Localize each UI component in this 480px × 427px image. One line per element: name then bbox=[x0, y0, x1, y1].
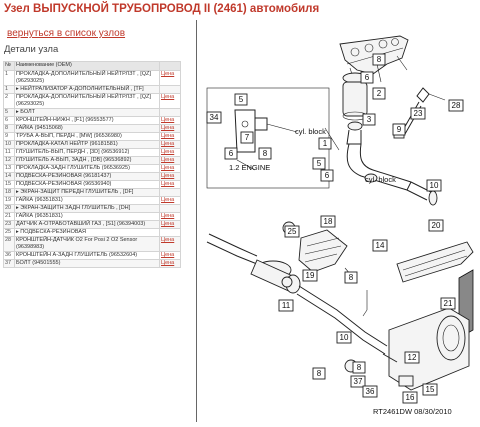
part-number-cell: 5 bbox=[4, 109, 15, 117]
price-link[interactable]: Цена bbox=[160, 125, 181, 133]
price-link[interactable]: Цена bbox=[160, 197, 181, 205]
callout-25-top: 25 bbox=[287, 227, 297, 237]
page-title: Узел ВЫПУСКНОЙ ТРУБОПРОВОД II (2461) автомобиля bbox=[4, 3, 320, 15]
callout-1: 1 bbox=[322, 139, 328, 149]
part-number-cell: 14 bbox=[4, 173, 15, 181]
table-row bbox=[4, 71, 181, 86]
part-number-cell: 37 bbox=[4, 260, 15, 268]
callout-8-mid: 8 bbox=[348, 273, 354, 283]
part-name-cell: КРОНШТЕЙН А-ЗАДН ГЛУШИТЕЛЬ (96532604) bbox=[15, 252, 160, 260]
price-link[interactable]: Цена bbox=[160, 141, 181, 149]
callout-18: 18 bbox=[323, 217, 333, 227]
price-link[interactable]: Цена bbox=[160, 260, 181, 268]
part-number-cell: 25 bbox=[4, 229, 15, 237]
table-row bbox=[4, 221, 181, 229]
callout-7: 7 bbox=[244, 133, 250, 143]
price-link[interactable]: Цена bbox=[160, 173, 181, 181]
callout-9: 9 bbox=[396, 125, 402, 135]
part-name-cell: ПРОКЛАДКА-ЗАДН ГЛУШИТЕЛЬ (96536925) bbox=[15, 165, 160, 173]
part-name-cell: ПОДВЕСКА-РЕЗИНОВАЯ (96536940) bbox=[15, 181, 160, 189]
callout-23: 23 bbox=[413, 109, 423, 119]
price-link[interactable]: Цена bbox=[160, 165, 181, 173]
part-number-cell: 12 bbox=[4, 157, 15, 165]
price-link[interactable]: Цена bbox=[160, 221, 181, 229]
price-link[interactable]: Цена bbox=[160, 133, 181, 141]
part-number-cell: 1 bbox=[4, 86, 15, 94]
engine-inset bbox=[207, 88, 329, 188]
callout-12: 12 bbox=[407, 353, 417, 363]
exhaust-diagram bbox=[196, 20, 475, 422]
part-number-cell: 20 bbox=[4, 205, 15, 213]
price-link[interactable]: Цена bbox=[160, 252, 181, 260]
col-name-header: Наименование (OEM) bbox=[15, 62, 160, 71]
callout-15: 15 bbox=[425, 385, 435, 395]
part-number-cell: 13 bbox=[4, 165, 15, 173]
rear-muffler bbox=[383, 308, 469, 390]
table-row bbox=[4, 237, 181, 252]
part-name-cell: ▸ ЭКРАН-ЗАЩИТ ПЕРЕДН ГЛУШИТЕЛЬ , [DF] bbox=[15, 189, 160, 197]
engine-variant-label: 1.2 ENGINE bbox=[229, 163, 271, 172]
callout-6: 6 bbox=[364, 73, 370, 83]
part-name-cell: ГАЙКА (96351831) bbox=[15, 213, 160, 221]
inset-cyl-block-label: cyl. block bbox=[295, 127, 326, 136]
callout-8-rear: 8 bbox=[316, 369, 322, 379]
callout-37: 37 bbox=[353, 377, 363, 387]
part-number-cell: 8 bbox=[4, 125, 15, 133]
part-name-cell: ГЛУШИТЕЛЬ А-ВЫП, ЗАДН , [DB] (96536892) bbox=[15, 157, 160, 165]
table-row bbox=[4, 157, 181, 165]
col-number-header: № bbox=[4, 62, 15, 71]
price-link bbox=[160, 109, 181, 117]
part-name-cell: ▸ БОЛТ bbox=[15, 109, 160, 117]
price-link[interactable]: Цена bbox=[160, 149, 181, 157]
callout-34: 34 bbox=[209, 113, 219, 123]
part-number-cell: 28 bbox=[4, 237, 15, 252]
catalytic-converter bbox=[343, 73, 367, 144]
price-link[interactable]: Цена bbox=[160, 213, 181, 221]
callout-21: 21 bbox=[443, 299, 453, 309]
price-link[interactable]: Цена bbox=[160, 117, 181, 125]
table-row bbox=[4, 260, 181, 268]
table-row bbox=[4, 165, 181, 173]
price-link[interactable]: Цена bbox=[160, 157, 181, 165]
part-name-cell: КРОНШТЕЙН-НИЖН , [F1] (96553577) bbox=[15, 117, 160, 125]
table-row bbox=[4, 213, 181, 221]
table-row bbox=[4, 109, 181, 117]
table-row bbox=[4, 205, 181, 213]
part-name-cell: ГАЙКА (96351831) bbox=[15, 197, 160, 205]
price-link bbox=[160, 205, 181, 213]
part-number-cell: 23 bbox=[4, 221, 15, 229]
front-muffler bbox=[207, 234, 387, 354]
part-number-cell: 1 bbox=[4, 71, 15, 86]
part-number-cell: 11 bbox=[4, 149, 15, 157]
callout-8-inset: 8 bbox=[262, 149, 268, 159]
part-name-cell: ПРОКЛАДКА-КАТАЛ НЕЙТР (96181581) bbox=[15, 141, 160, 149]
table-row bbox=[4, 197, 181, 205]
table-row bbox=[4, 117, 181, 125]
parts-heading: Детали узла bbox=[4, 44, 59, 55]
parts-table bbox=[3, 61, 181, 268]
part-number-cell: 36 bbox=[4, 252, 15, 260]
callout-8-hanger: 8 bbox=[356, 363, 362, 373]
callout-14: 14 bbox=[375, 241, 385, 251]
part-name-cell: ГЛУШИТЕЛЬ-ВЫП, ПЕРДН , [3D] (96536912) bbox=[15, 149, 160, 157]
table-row bbox=[4, 125, 181, 133]
table-row bbox=[4, 189, 181, 197]
part-number-cell: 10 bbox=[4, 141, 15, 149]
table-row bbox=[4, 141, 181, 149]
callout-6-inset: 6 bbox=[228, 149, 234, 159]
price-link bbox=[160, 229, 181, 237]
price-link bbox=[160, 189, 181, 197]
table-row bbox=[4, 86, 181, 94]
table-row bbox=[4, 173, 181, 181]
part-name-cell: ПРОКЛАДКА-ДОПОЛНИТЕЛЬНЫЙ НЕЙТРЛЗТ , [QZ] (96293025) bbox=[15, 71, 160, 86]
table-row bbox=[4, 252, 181, 260]
part-name-cell: ТРУБА А-ВЫП, ПЕРДН , [MW] (96536980) bbox=[15, 133, 160, 141]
table-row bbox=[4, 181, 181, 189]
callout-36: 36 bbox=[365, 387, 375, 397]
callout-11: 11 bbox=[281, 301, 291, 311]
table-header-row bbox=[4, 62, 181, 71]
part-name-cell: ПРОКЛАДКА-ДОПОЛНИТЕЛЬНЫЙ НЕЙТРЛЗТ , [QZ] (96293025) bbox=[15, 94, 160, 109]
price-link[interactable]: Цена bbox=[160, 237, 181, 252]
price-link[interactable]: Цена bbox=[160, 71, 181, 86]
callout-3: 3 bbox=[366, 115, 372, 125]
callout-6-main: 6 bbox=[324, 171, 330, 181]
callout-28: 28 bbox=[451, 101, 461, 111]
callout-10-rear: 10 bbox=[339, 333, 349, 343]
callout-10-front: 10 bbox=[429, 181, 439, 191]
part-number-cell: 18 bbox=[4, 189, 15, 197]
part-name-cell: КРОНШТЕЙН-ДАТЧИК O2 For Posi 2 O2 Sensor (96398983) bbox=[15, 237, 160, 252]
diagram-footer-code: RT2461DW 08/30/2010 bbox=[373, 407, 452, 416]
price-link[interactable]: Цена bbox=[160, 94, 181, 109]
price-link bbox=[160, 86, 181, 94]
table-row bbox=[4, 94, 181, 109]
part-number-cell: 6 bbox=[4, 117, 15, 125]
part-name-cell: ▸ НЕЙТРАЛИЗАТОР А-ДОПОЛНИТЕЛЬНЫЙ , [TF] bbox=[15, 86, 160, 94]
part-name-cell: БОЛТ (94501555) bbox=[15, 260, 160, 268]
callout-5-inset: 5 bbox=[238, 95, 244, 105]
callout-16: 16 bbox=[405, 393, 415, 403]
price-link[interactable]: Цена bbox=[160, 181, 181, 189]
callout-19: 19 bbox=[305, 271, 315, 281]
cyl-block-label: cyl. block bbox=[365, 175, 396, 184]
part-name-cell: ДАТЧИК А-ОТРАБОТАВШИЙ ГАЗ , [S1] (96394003) bbox=[15, 221, 160, 229]
part-name-cell: ГАЙКА (94515068) bbox=[15, 125, 160, 133]
part-name-cell: ▸ ЭКРАН-ЗАЩИТН ЗАДН ГЛУШИТЕЛЬ , [DH] bbox=[15, 205, 160, 213]
table-row bbox=[4, 133, 181, 141]
callout-5: 5 bbox=[316, 159, 322, 169]
part-name-cell: ПОДВЕСКА-РЕЗИНОВАЯ (96181437) bbox=[15, 173, 160, 181]
table-row bbox=[4, 149, 181, 157]
front-heat-shield bbox=[299, 230, 347, 272]
back-to-assemblies-link[interactable]: вернуться в список узлов bbox=[7, 28, 126, 39]
part-number-cell: 15 bbox=[4, 181, 15, 189]
part-number-cell: 21 bbox=[4, 213, 15, 221]
col-price-header bbox=[160, 62, 181, 71]
callout-8-top: 8 bbox=[376, 55, 382, 65]
part-name-cell: ▸ ПОДВЕСКА-РЕЗИНОВАЯ bbox=[15, 229, 160, 237]
part-number-cell: 2 bbox=[4, 94, 15, 109]
callout-20: 20 bbox=[431, 221, 441, 231]
table-row bbox=[4, 229, 181, 237]
part-number-cell: 9 bbox=[4, 133, 15, 141]
callout-2: 2 bbox=[376, 89, 382, 99]
part-number-cell: 19 bbox=[4, 197, 15, 205]
